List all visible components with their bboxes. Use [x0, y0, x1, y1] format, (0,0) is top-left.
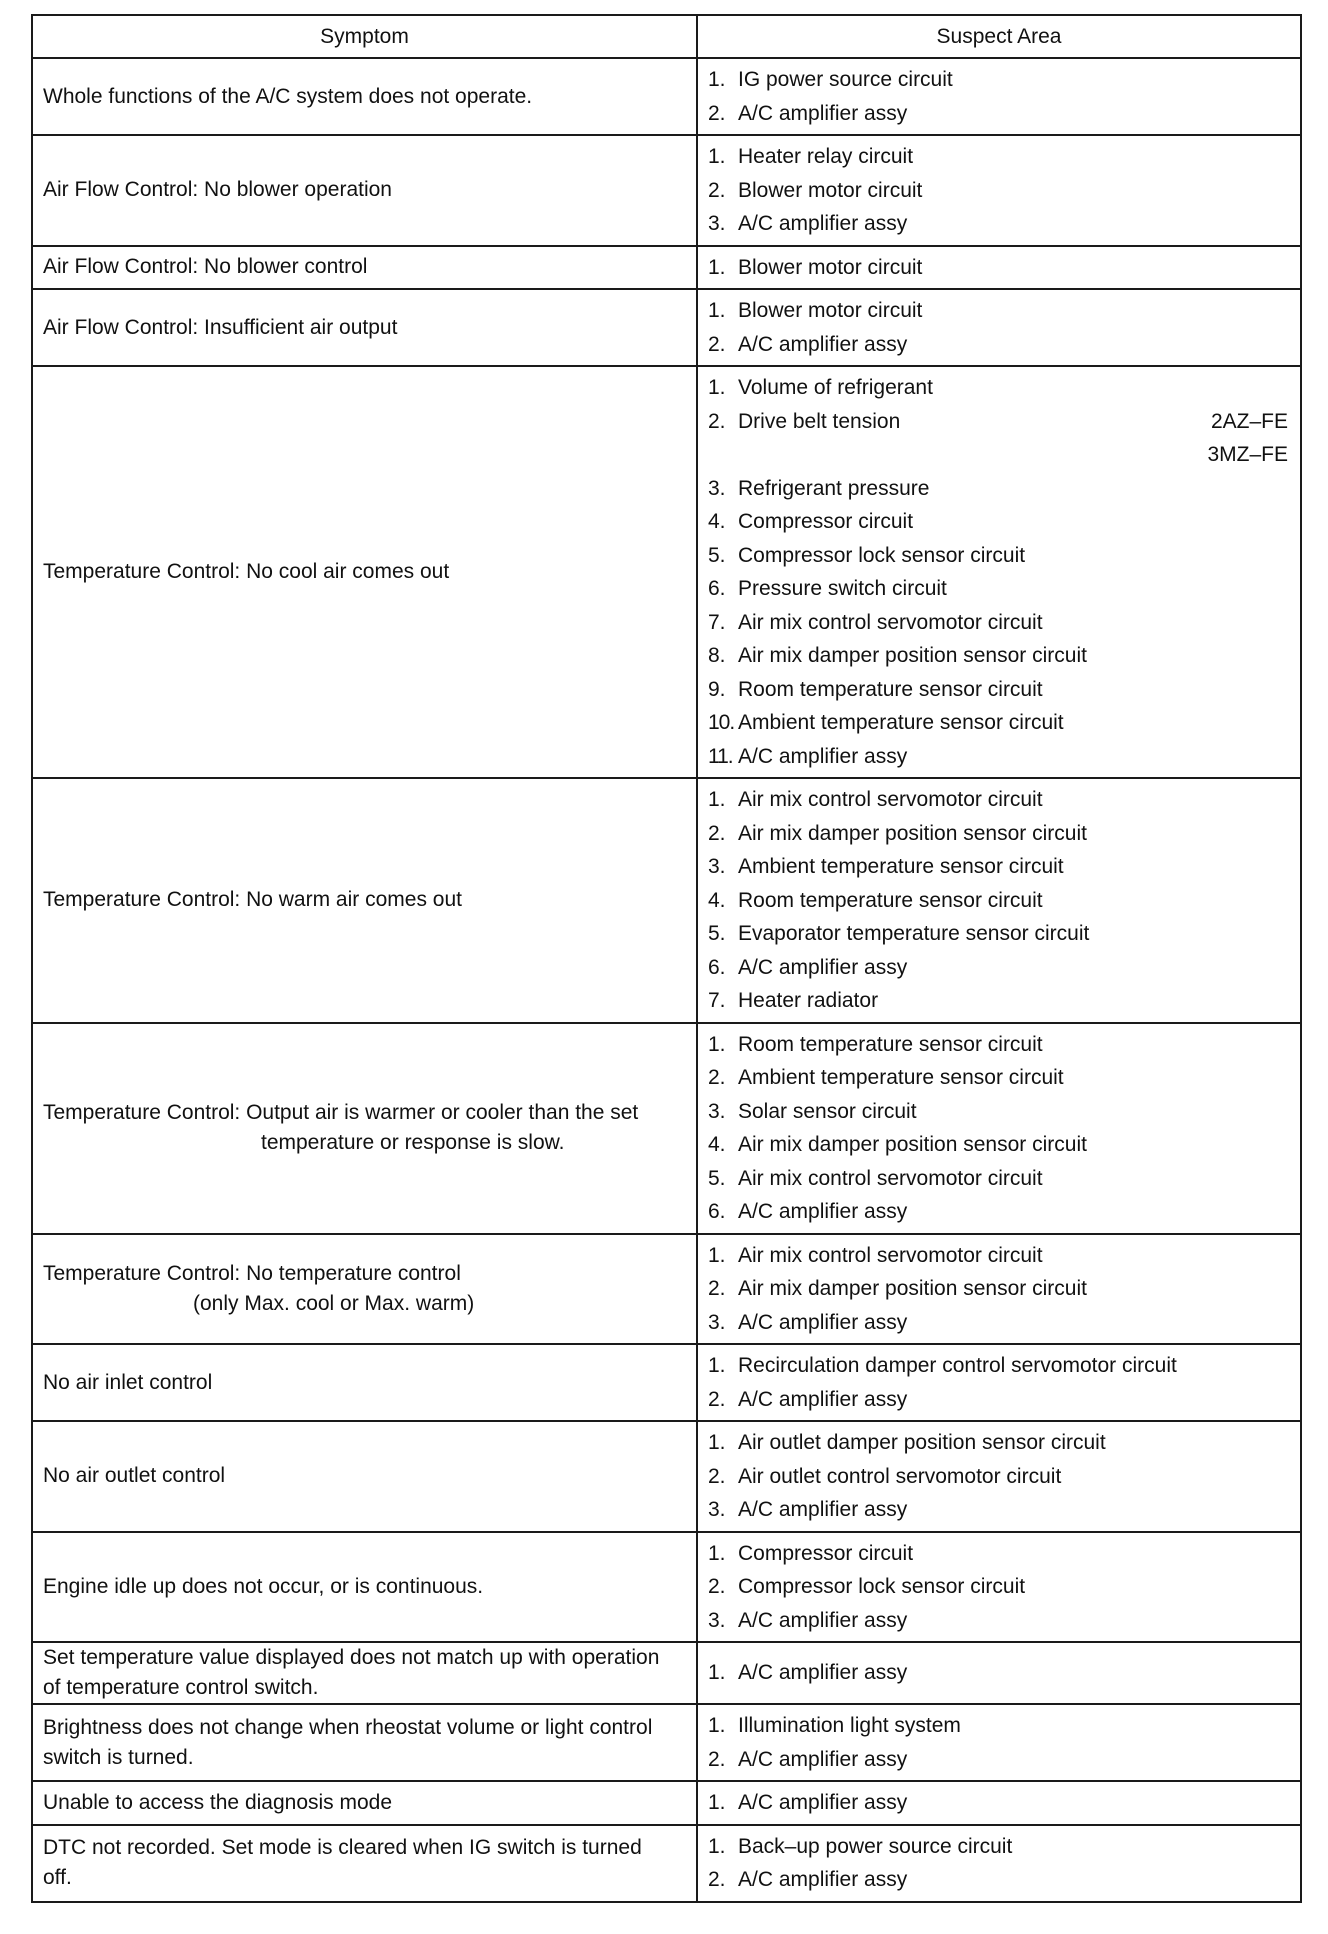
item-text: Blower motor circuit — [738, 255, 923, 279]
symptom-text: Engine idle up does not occur, or is continuous. — [43, 1574, 484, 1598]
item-number: 1. — [708, 1661, 726, 1685]
item-number: 3. — [708, 1310, 726, 1334]
symptom-text: Whole functions of the A/C system does not operate. — [43, 84, 533, 108]
table-row — [32, 1642, 1301, 1704]
item-text: Ambient temperature sensor circuit — [738, 1066, 1064, 1089]
item-number: 2. — [708, 409, 726, 433]
symptom-text: temperature or response is slow. — [261, 1131, 565, 1154]
item-text: Compressor circuit — [738, 1541, 914, 1565]
item-number: 3. — [708, 1498, 726, 1521]
item-text: Room temperature sensor circuit — [738, 888, 1043, 912]
suspect-area-cell — [697, 1781, 1301, 1825]
suspect-item — [708, 539, 1288, 573]
item-number: 1. — [708, 1243, 726, 1267]
suspect-item — [708, 1537, 1288, 1571]
suspect-item — [708, 706, 1288, 740]
suspect-item — [708, 917, 1288, 951]
suspect-area-cell — [697, 135, 1301, 246]
item-number: 1. — [708, 1541, 726, 1565]
item-text: A/C amplifier assy — [738, 1868, 908, 1891]
item-number: 3. — [708, 1099, 726, 1123]
suspect-item — [708, 1272, 1288, 1306]
suspect-area-cell — [697, 1532, 1301, 1643]
item-text: Compressor lock sensor circuit — [738, 543, 1026, 567]
item-number: 2. — [708, 101, 726, 125]
item-text: A/C amplifier assy — [738, 1387, 908, 1411]
suspect-item — [708, 850, 1288, 884]
table-row — [32, 1532, 1301, 1643]
item-text: Refrigerant pressure — [738, 476, 930, 500]
item-number: 1. — [708, 68, 726, 91]
item-number: 3. — [708, 476, 726, 500]
item-text: Air mix damper position sensor circuit — [738, 1133, 1087, 1156]
suspect-item — [708, 97, 1288, 131]
table-row — [32, 58, 1301, 135]
suspect-item — [708, 1709, 1288, 1743]
item-number: 2. — [708, 1868, 726, 1891]
symptom-text: Air Flow Control: No blower operation — [43, 178, 392, 202]
symptom-cell — [32, 1825, 697, 1902]
suspect-item — [708, 251, 1288, 285]
suspect-item — [708, 984, 1288, 1018]
suspect-item — [708, 294, 1288, 328]
troubleshooting-table — [31, 14, 1302, 1903]
suspect-item — [708, 1460, 1288, 1494]
item-number: 1. — [708, 1834, 726, 1858]
suspect-item — [708, 740, 1288, 774]
symptom-text: switch is turned. — [43, 1745, 194, 1769]
suspect-item — [708, 1239, 1288, 1273]
item-text: Room temperature sensor circuit — [738, 1032, 1043, 1056]
item-text: Compressor lock sensor circuit — [738, 1575, 1026, 1598]
item-text: Drive belt tension — [738, 409, 901, 433]
suspect-area-cell — [697, 1421, 1301, 1532]
item-text: Air mix control servomotor circuit — [738, 610, 1043, 634]
suspect-item — [708, 472, 1288, 506]
item-text: A/C amplifier assy — [738, 1200, 908, 1223]
suspect-item — [708, 140, 1288, 174]
symptom-cell — [32, 1704, 697, 1781]
suspect-item — [708, 1195, 1288, 1229]
item-number: 2. — [708, 332, 726, 356]
suspect-item — [708, 1162, 1288, 1196]
symptom-cell — [32, 778, 697, 1023]
item-text: Evaporator temperature sensor circuit — [738, 922, 1090, 945]
item-text: A/C amplifier assy — [738, 1791, 908, 1814]
suspect-item — [708, 1383, 1288, 1417]
item-text: A/C amplifier assy — [738, 101, 908, 125]
item-number: 9. — [708, 677, 726, 701]
item-text: Solar sensor circuit — [738, 1099, 917, 1123]
table-row — [32, 246, 1301, 290]
suspect-area-cell — [697, 1642, 1301, 1704]
symptom-text: Temperature Control: No cool air comes out — [43, 560, 450, 583]
item-number: 2. — [708, 1575, 726, 1598]
item-number: 2. — [708, 1277, 726, 1300]
symptom-text: DTC not recorded. Set mode is cleared when IG switch is turned — [43, 1836, 642, 1859]
item-text: Compressor circuit — [738, 510, 914, 533]
suspect-item — [708, 1604, 1288, 1638]
suspect-item — [708, 572, 1288, 606]
engine-note: 2AZ–FE — [1210, 409, 1288, 433]
table-row — [32, 1704, 1301, 1781]
suspect-area-cell — [697, 366, 1301, 778]
item-number: 2. — [708, 1387, 726, 1411]
item-text: IG power source circuit — [738, 68, 953, 91]
suspect-item — [708, 951, 1288, 985]
item-text: Volume of refrigerant — [738, 376, 933, 399]
table-row — [32, 1825, 1301, 1902]
suspect-area-cell — [697, 246, 1301, 290]
item-number: 1. — [708, 1791, 726, 1814]
suspect-item — [708, 783, 1288, 817]
item-number: 1. — [708, 145, 726, 168]
header-suspect-area: Suspect Area — [697, 15, 1301, 58]
table-row — [32, 1344, 1301, 1421]
symptom-text: of temperature control switch. — [43, 1676, 319, 1699]
item-text: Ambient temperature sensor circuit — [738, 855, 1064, 878]
item-text: Ambient temperature sensor circuit — [738, 711, 1064, 734]
item-text: Heater relay circuit — [738, 145, 914, 168]
table-row — [32, 289, 1301, 366]
suspect-area-cell — [697, 58, 1301, 135]
suspect-area-cell — [697, 289, 1301, 366]
item-text: A/C amplifier assy — [738, 1661, 908, 1685]
item-number: 2. — [708, 1464, 726, 1488]
item-number: 5. — [708, 1166, 726, 1190]
item-text: A/C amplifier assy — [738, 1747, 908, 1771]
symptom-cell — [32, 1642, 697, 1704]
table-row — [32, 366, 1301, 778]
suspect-item — [708, 1061, 1288, 1095]
item-text: Heater radiator — [738, 989, 879, 1012]
item-number: 2. — [708, 821, 726, 845]
suspect-item — [708, 1656, 1288, 1690]
suspect-item — [708, 1028, 1288, 1062]
suspect-item — [708, 1830, 1288, 1864]
suspect-item — [708, 817, 1288, 851]
item-text: A/C amplifier assy — [738, 955, 908, 979]
symptom-text: Air Flow Control: No blower control — [43, 255, 368, 279]
item-text: Pressure switch circuit — [738, 577, 947, 600]
symptom-text: Brightness does not change when rheostat volume or light control — [43, 1715, 653, 1739]
suspect-item — [708, 1493, 1288, 1527]
item-number: 7. — [708, 610, 726, 634]
item-number: 1. — [708, 1032, 726, 1056]
table-row — [32, 1023, 1301, 1234]
item-number: 5. — [708, 543, 726, 567]
suspect-item — [708, 174, 1288, 208]
symptom-text: (only Max. cool or Max. warm) — [193, 1291, 475, 1315]
header-symptom: Symptom — [32, 15, 697, 58]
item-text: A/C amplifier assy — [738, 744, 908, 768]
suspect-item — [708, 1095, 1288, 1129]
suspect-item — [708, 505, 1288, 539]
suspect-item — [708, 1863, 1288, 1897]
symptom-text: Temperature Control: No temperature control — [43, 1261, 461, 1285]
item-text: A/C amplifier assy — [738, 212, 908, 235]
symptom-text: Set temperature value displayed does not match up with operation — [43, 1646, 660, 1669]
item-number: 1. — [708, 255, 726, 279]
suspect-item — [708, 1786, 1288, 1820]
suspect-item — [708, 1349, 1288, 1383]
item-number: 1. — [708, 1354, 726, 1377]
item-text: Air mix damper position sensor circuit — [738, 821, 1087, 845]
item-number: 2. — [708, 1066, 726, 1089]
item-number: 3. — [708, 855, 726, 878]
symptom-text: No air outlet control — [43, 1464, 226, 1488]
item-number: 5. — [708, 922, 726, 945]
item-text: Air mix control servomotor circuit — [738, 1166, 1043, 1190]
suspect-item — [708, 63, 1288, 97]
suspect-item — [708, 673, 1288, 707]
item-text: Blower motor circuit — [738, 299, 923, 322]
item-number: 6. — [708, 1200, 726, 1223]
suspect-area-cell — [697, 1344, 1301, 1421]
item-text: Air mix damper position sensor circuit — [738, 1277, 1087, 1300]
item-text: A/C amplifier assy — [738, 1498, 908, 1521]
symptom-text: Unable to access the diagnosis mode — [43, 1790, 393, 1814]
table-header-row — [32, 15, 1301, 58]
item-number: 4. — [708, 1133, 726, 1156]
symptom-text: No air inlet control — [43, 1370, 213, 1394]
item-number: 10. — [708, 711, 735, 734]
table-row — [32, 1421, 1301, 1532]
symptom-cell — [32, 1781, 697, 1825]
symptom-cell — [32, 1421, 697, 1532]
symptom-cell — [32, 246, 697, 290]
item-text: A/C amplifier assy — [738, 1310, 908, 1334]
suspect-area-cell — [697, 1023, 1301, 1234]
symptom-text: off. — [43, 1866, 72, 1889]
symptom-text: Temperature Control: Output air is warmer or cooler than the set — [43, 1101, 639, 1124]
item-text: Room temperature sensor circuit — [738, 677, 1043, 701]
item-number: 4. — [708, 510, 726, 533]
table-row — [32, 778, 1301, 1023]
suspect-area-cell — [697, 778, 1301, 1023]
symptom-cell — [32, 135, 697, 246]
table-row — [32, 1781, 1301, 1825]
table-row — [32, 135, 1301, 246]
item-text: Air mix damper position sensor circuit — [738, 644, 1087, 667]
symptom-cell — [32, 1023, 697, 1234]
item-text: A/C amplifier assy — [738, 1608, 908, 1632]
suspect-item — [708, 405, 1288, 439]
item-number: 7. — [708, 989, 726, 1012]
item-number: 2. — [708, 1747, 726, 1771]
suspect-item — [708, 1128, 1288, 1162]
suspect-item — [708, 207, 1288, 241]
item-number: 1. — [708, 788, 726, 811]
item-text: Blower motor circuit — [738, 178, 923, 202]
item-number: 1. — [708, 1714, 726, 1737]
item-text: Illumination light system — [738, 1714, 961, 1737]
suspect-item — [708, 1426, 1288, 1460]
item-text: Air mix control servomotor circuit — [738, 788, 1043, 811]
item-number: 6. — [708, 955, 726, 979]
item-number: 3. — [708, 212, 726, 235]
symptom-cell — [32, 1532, 697, 1643]
item-number: 1. — [708, 1431, 726, 1454]
symptom-cell — [32, 366, 697, 778]
item-text: Air mix control servomotor circuit — [738, 1243, 1043, 1267]
suspect-item — [708, 606, 1288, 640]
item-number: 2. — [708, 178, 726, 202]
item-number: 1. — [708, 376, 726, 399]
engine-note: 3MZ–FE — [1207, 443, 1288, 466]
item-text: Air outlet control servomotor circuit — [738, 1464, 1062, 1488]
symptom-cell — [32, 58, 697, 135]
symptom-cell — [32, 289, 697, 366]
suspect-item — [708, 328, 1288, 362]
item-text: Air outlet damper position sensor circuit — [738, 1431, 1106, 1454]
suspect-area-cell — [697, 1704, 1301, 1781]
item-text: Recirculation damper control servomotor circuit — [738, 1354, 1177, 1377]
suspect-area-cell — [697, 1234, 1301, 1345]
item-number: 6. — [708, 577, 726, 600]
item-number: 4. — [708, 888, 726, 912]
item-text: A/C amplifier assy — [738, 332, 908, 356]
suspect-item — [708, 371, 1288, 405]
symptom-cell — [32, 1234, 697, 1345]
item-number: 1. — [708, 299, 726, 322]
item-number: 8. — [708, 644, 726, 667]
symptom-cell — [32, 1344, 697, 1421]
item-number: 11. — [708, 744, 733, 768]
suspect-item — [708, 1570, 1288, 1604]
suspect-item — [708, 884, 1288, 918]
suspect-item — [708, 1306, 1288, 1340]
item-number: 3. — [708, 1608, 726, 1632]
suspect-area-cell — [697, 1825, 1301, 1902]
suspect-item — [708, 1743, 1288, 1777]
item-text: Back–up power source circuit — [738, 1834, 1013, 1858]
suspect-item — [708, 639, 1288, 673]
symptom-text: Temperature Control: No warm air comes out — [43, 888, 462, 912]
table-row — [32, 1234, 1301, 1345]
table-body — [32, 58, 1301, 1902]
symptom-text: Air Flow Control: Insufficient air output — [43, 315, 398, 339]
